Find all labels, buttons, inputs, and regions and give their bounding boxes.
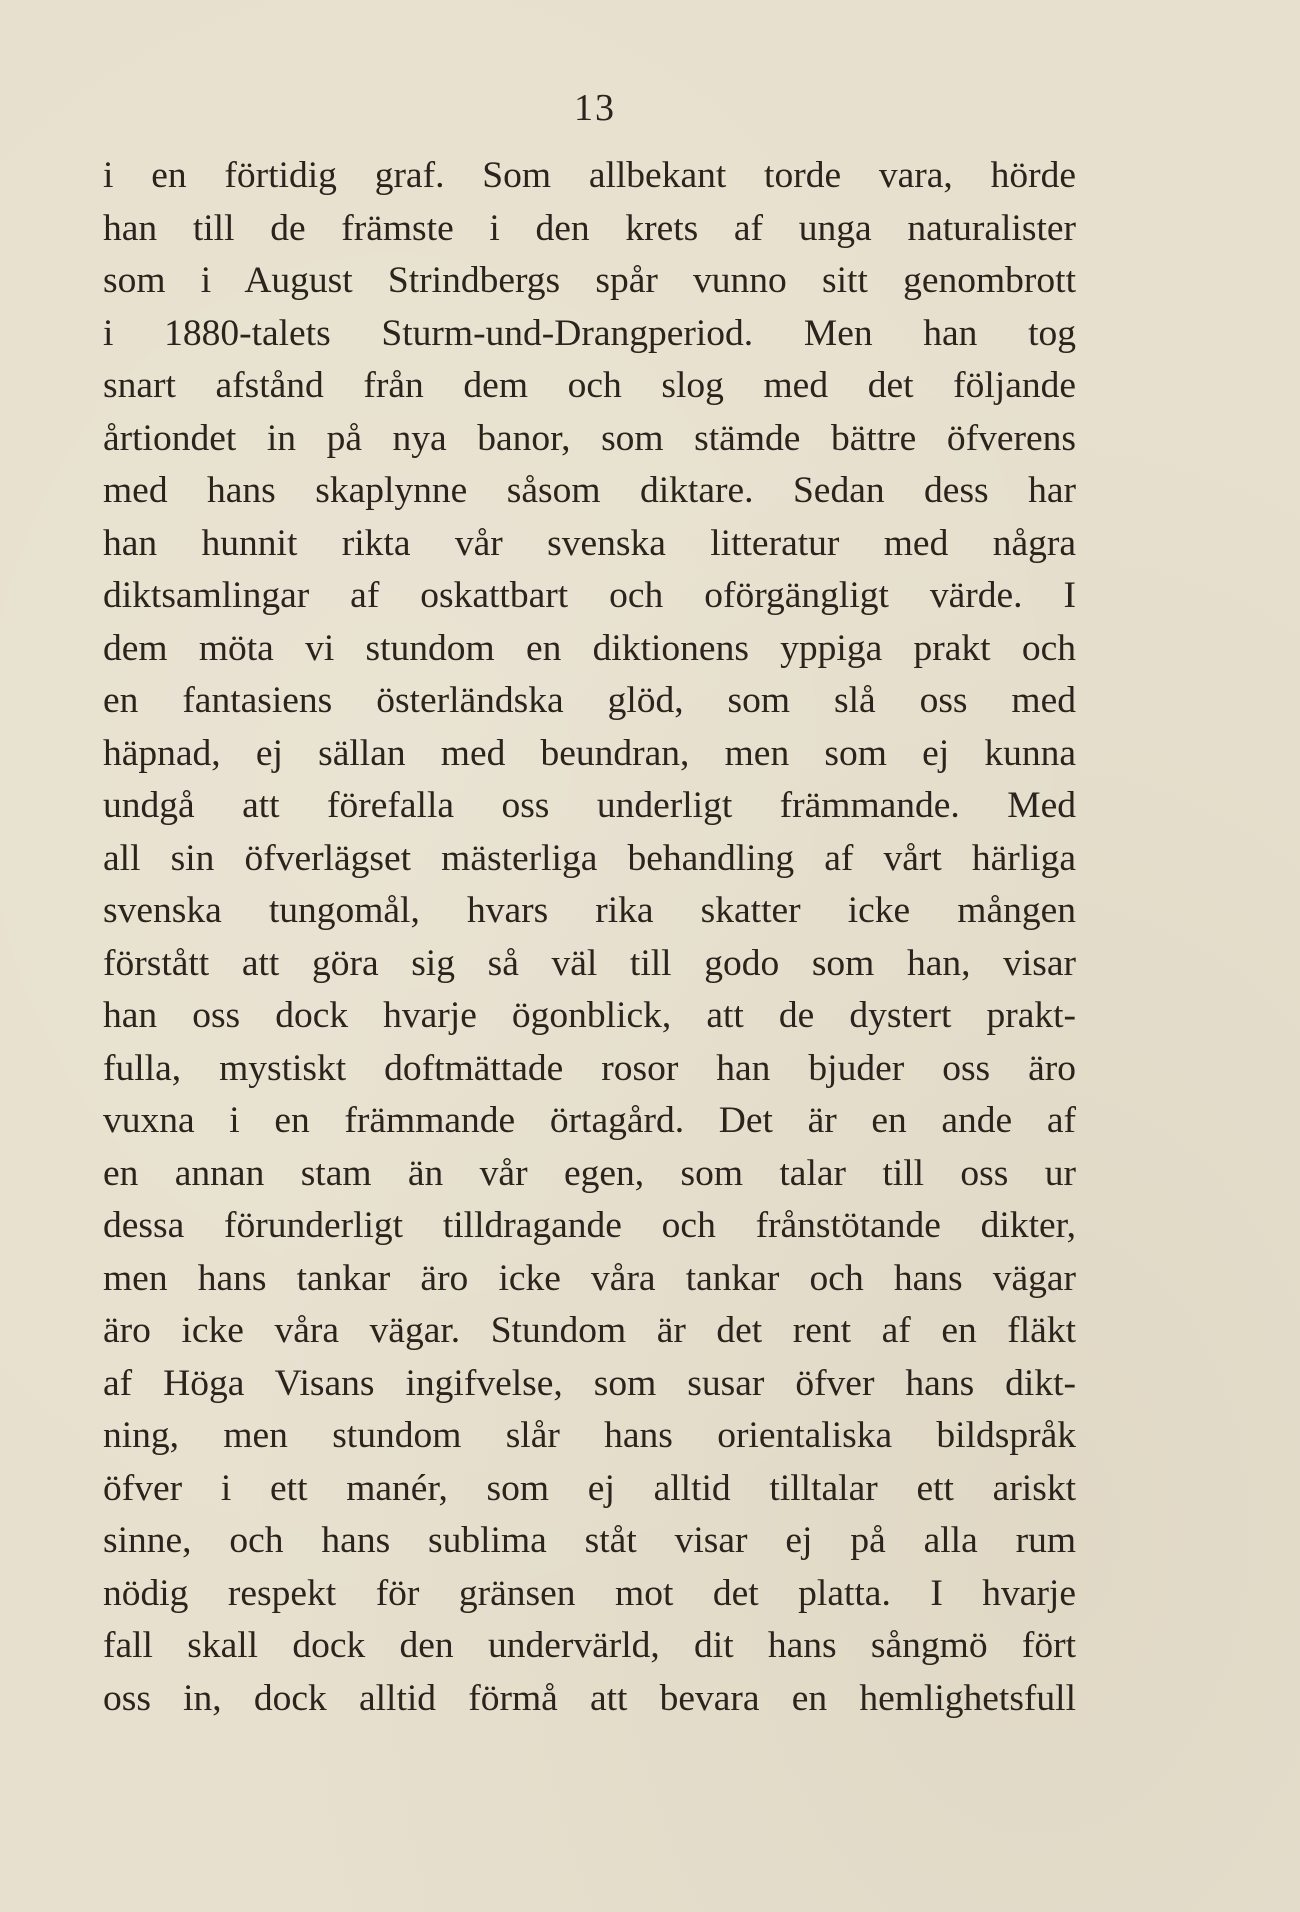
text-line: i en förtidig graf. Som allbekant torde vara, hörde: [103, 155, 1076, 196]
text-line: med hans skaplynne såsom diktare. Sedan dess har: [103, 470, 1076, 511]
text-line: men hans tankar äro icke våra tankar och hans vägar: [103, 1257, 1076, 1299]
text-line: snart afstånd från dem och slog med det följande: [103, 365, 1076, 406]
text-line: som i August Strindbergs spår vunno sitt genombrott: [103, 260, 1076, 301]
text-line: diktsamlingar af oskattbart och oförgängligt värde. I: [103, 575, 1076, 616]
text-line: förstått att göra sig så väl till godo som han, visar: [103, 942, 1076, 984]
text-line: en annan stam än vår egen, som talar till oss ur: [103, 1152, 1076, 1194]
text-line: han till de främste i den krets af unga naturalister: [103, 207, 1076, 249]
text-line: häpnad, ej sällan med beundran, men som ej kunna: [103, 732, 1076, 774]
text-line: undgå att förefalla oss underligt främmande. Med: [103, 785, 1076, 826]
text-line: ning, men stundom slår hans orientaliska bildspråk: [103, 1415, 1076, 1456]
text-line: fulla, mystiskt doftmättade rosor han bjuder oss äro: [103, 1047, 1076, 1089]
text-line: äro icke våra vägar. Stundom är det rent af en fläkt: [103, 1310, 1076, 1351]
text-line: öfver i ett manér, som ej alltid tilltalar ett ariskt: [103, 1467, 1076, 1509]
text-line: dem möta vi stundom en diktionens yppiga prakt och: [103, 627, 1076, 669]
text-line: fall skall dock den undervärld, dit hans sångmö fört: [103, 1625, 1076, 1666]
text-line: oss in, dock alltid förmå att bevara en hemlighetsfull: [103, 1677, 1076, 1719]
text-line: han oss dock hvarje ögonblick, att de dystert prakt-: [103, 995, 1076, 1036]
text-line: han hunnit rikta vår svenska litteratur med några: [103, 522, 1076, 564]
page-number: 13: [574, 87, 616, 129]
text-line: dessa förunderligt tilldragande och frånstötande dikter,: [103, 1205, 1076, 1246]
text-line: sinne, och hans sublima ståt visar ej på alla rum: [103, 1520, 1076, 1561]
text-line: årtiondet in på nya banor, som stämde bättre öfverens: [103, 417, 1076, 459]
text-line: en fantasiens österländska glöd, som slå oss med: [103, 680, 1076, 721]
text-line: svenska tungomål, hvars rika skatter icke mången: [103, 890, 1076, 931]
text-line: af Höga Visans ingifvelse, som susar öfver hans dikt-: [103, 1362, 1076, 1404]
text-line: i 1880-talets Sturm-und-Drangperiod. Men han tog: [103, 312, 1076, 354]
text-line: vuxna i en främmande örtagård. Det är en ande af: [103, 1100, 1076, 1141]
body-text: [103, 150, 1076, 1725]
text-line: all sin öfverlägset mästerliga behandling af vårt härliga: [103, 837, 1076, 879]
text-line: nödig respekt för gränsen mot det platta. I hvarje: [103, 1572, 1076, 1614]
